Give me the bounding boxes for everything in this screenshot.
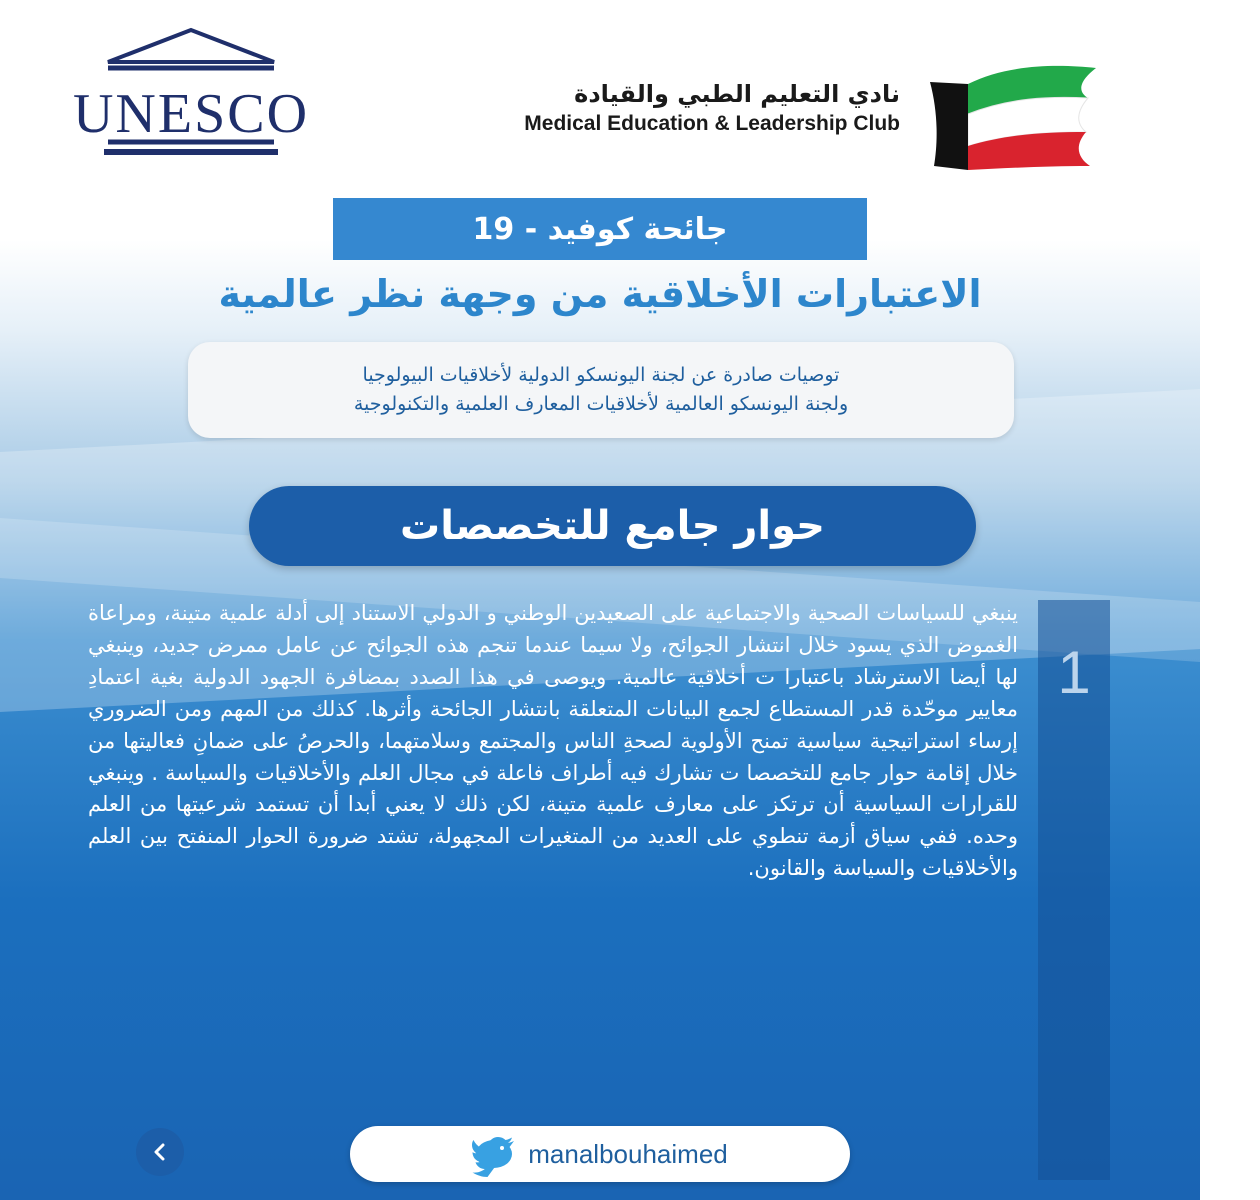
chevron-left-icon bbox=[150, 1142, 170, 1162]
unesco-logo bbox=[72, 28, 310, 160]
unesco-logo-text: UNESCO bbox=[72, 83, 310, 145]
subtitle-box bbox=[188, 342, 1014, 438]
subtitle-line-1: توصيات صادرة عن لجنة اليونسكو الدولية لأخلاقيات البيولوجيا bbox=[362, 363, 840, 386]
club-name-block bbox=[524, 80, 900, 136]
club-name-arabic: نادي التعليم الطبي والقيادة bbox=[574, 80, 900, 108]
twitter-bird-icon bbox=[472, 1136, 516, 1172]
subtitle-line-2: ولجنة اليونسكو العالمية لأخلاقيات المعارف العلمية والتكنولوجية bbox=[353, 393, 849, 415]
twitter-handle[interactable]: manalbouhaimed bbox=[528, 1138, 728, 1169]
kuwait-flag-logo bbox=[928, 62, 1098, 172]
covid-banner: جائحة كوفيد - 19 bbox=[333, 198, 867, 260]
twitter-handle-pill[interactable] bbox=[350, 1126, 850, 1182]
previous-button[interactable] bbox=[136, 1128, 184, 1176]
club-name-english: Medical Education & Leadership Club bbox=[524, 112, 900, 135]
section-number: 1 bbox=[1057, 639, 1091, 706]
body-paragraph: ينبغي للسياسات الصحية والاجتماعية على الصعيدين الوطني و الدولي الاستناد إلى أدلة علمية متينة، ومراعاة الغموض الذي يسود خلال انتشار الجوائح، ولا سيما عندما تنجم هذه الجوائح عن عامل ممرض جديد، وينبغي لها أيضا الاسترشاد باعتبارا ت أخلاقية عالمية. ويوصى في هذا الصدد بمضافرة الجهود الدولية بغية اعتمادِ معايير موحّدة قدر المستطاع لجمع البيانات المتعلقة بانتشار الجائحة وأثرها. كذلك من المهم ومن الضروري إرساء استراتيجية سياسية تمنح الأولوية لصحةِ الناس والمجتمع وسلامتهما، والحرصُ على ضمانِ فعاليتها من خلال إقامة حوار جامع للتخصصا ت تشارك فيه أطراف فاعلة في مجال العلم والأخلاقيات والسياسة . وينبغي للقرارات السياسية أن ترتكز على معارف علمية متينة، لكن ذلك لا يعني أبدا أن تستمد شرعيتها من العلم وحده. ففي سياق أزمة تنطوي على العديد من المتغيرات المجهولة، تشتد ضرورة الحوار المنفتح بين العلم والأخلاقيات والسياسة والقانون. bbox=[88, 601, 1018, 881]
page-title: الاعتبارات الأخلاقية من وجهة نظر عالمية bbox=[218, 272, 982, 316]
section-title: حوار جامع للتخصصات bbox=[249, 486, 976, 566]
body-text bbox=[88, 598, 1018, 885]
